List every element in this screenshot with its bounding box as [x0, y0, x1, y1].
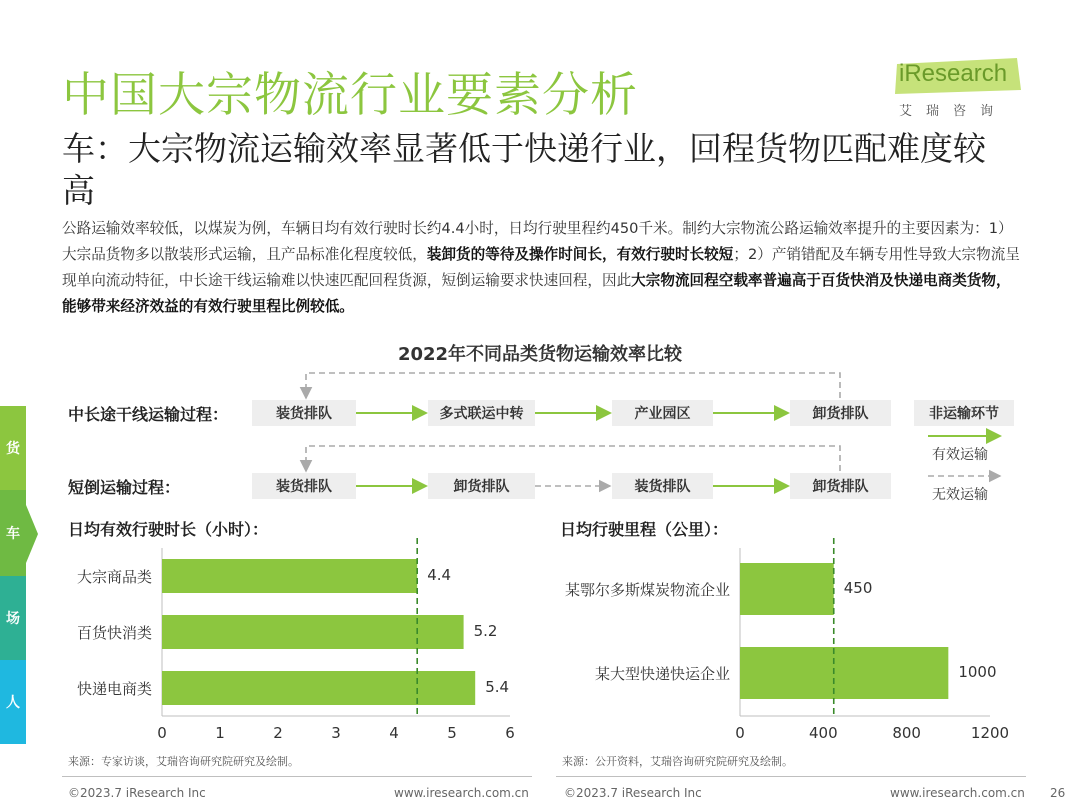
chart2-bar-0 [740, 563, 834, 615]
chart1-x-tick-0: 0 [157, 724, 167, 742]
long-node-3: 产业园区 [612, 400, 713, 426]
chart2-value-label-0: 450 [843, 579, 873, 597]
chart2-value-label-1: 1000 [958, 663, 997, 681]
chart2-bar-1 [740, 647, 948, 699]
chart2-title: 日均行驶里程（公里）： [560, 520, 729, 539]
chart2-x-tick-1: 400 [809, 724, 838, 742]
short-node-4: 卸货排队 [790, 473, 891, 499]
desc-part-1: 公路运输效率较低，以煤炭为例，车辆日均有效行驶时长约4.4小时，日均行驶里程约450千米。制约大宗物流公路运输效率提升的主要因素为：1）大宗品货物多以散装形式运输，且产品标准化程度较低， [62, 220, 1013, 263]
short-haul-label: 短倒运输过程： [68, 478, 181, 497]
side-tab-goods[interactable]: 货 [0, 406, 26, 490]
page-title: 中国大宗物流行业要素分析 [62, 68, 638, 123]
footer-url-right[interactable]: www.iresearch.com.cn [890, 786, 1025, 800]
desc-part-2: ；2）产销错配及车辆专用性导致大宗物流呈现单向流动特征，中长途干线运输难以快速匹配回程货源，短倒运输要求快速回程，因此 [62, 246, 1020, 289]
side-tab-site[interactable]: 场 [0, 576, 26, 660]
chart1-x-tick-5: 5 [447, 724, 457, 742]
chart2-category-1: 某大型快递快运企业 [594, 665, 730, 683]
slide-subtitle: 车：大宗物流运输效率显著低于快递行业，回程货物匹配难度较高 [62, 129, 986, 210]
legend-non-transport: 非运输环节 [914, 400, 1014, 426]
chart1-category-0: 大宗商品类 [76, 568, 152, 586]
long-node-4: 卸货排队 [790, 400, 891, 426]
chart1-value-label-0: 4.4 [427, 566, 452, 584]
chart1-value-label-2: 5.4 [485, 678, 510, 696]
short-node-1: 装货排队 [252, 473, 356, 499]
chart2-x-tick-0: 0 [735, 724, 745, 742]
side-tab-people[interactable]: 人 [0, 660, 26, 744]
footer-url-left[interactable]: www.iresearch.com.cn [394, 786, 529, 800]
footer-divider-right [556, 776, 1026, 777]
footer-copyright-left: ©2023.7 iResearch Inc [68, 786, 206, 800]
chart1-category-2: 快递电商类 [76, 680, 152, 698]
chart1-x-tick-2: 2 [273, 724, 283, 742]
legend-effective-label: 有效运输 [932, 447, 988, 463]
long-haul-label: 中长途干线运输过程： [68, 405, 229, 424]
logo-text: iResearch [899, 60, 1008, 87]
legend-ineffective-label: 无效运输 [932, 487, 988, 503]
chart1-category-1: 百货快消类 [76, 624, 152, 642]
desc-bold-2: 大宗物流回程空载率普遍高于百货快消及快递电商类货物，能够带来经济效益的有效行驶里程比例较低。 [62, 272, 1011, 315]
chart1-x-tick-3: 3 [331, 724, 341, 742]
footer-divider-left [62, 776, 532, 777]
chart1-x-tick-6: 6 [505, 724, 515, 742]
short-node-3: 装货排队 [612, 473, 713, 499]
side-tab-vehicle[interactable]: 车 [0, 490, 26, 576]
chart1-source: 来源：专家访谈，艾瑞咨询研究院研究及绘制。 [68, 755, 299, 768]
page-number: 26 [1050, 786, 1066, 800]
chart2-x-tick-2: 800 [892, 724, 921, 742]
chart2-source: 来源：公开资料，艾瑞咨询研究院研究及绘制。 [562, 755, 793, 768]
logo-subtext: 艾瑞咨询 [899, 104, 1008, 119]
desc-bold-1: 装卸货的等待及操作时间长，有效行驶时长较短 [426, 246, 734, 263]
chart1-x-tick-1: 1 [215, 724, 225, 742]
flow-title: 2022年不同品类货物运输效率比较 [397, 344, 683, 365]
chart1-x-tick-4: 4 [389, 724, 399, 742]
long-node-1: 装货排队 [252, 400, 356, 426]
long-node-2: 多式联运中转 [428, 400, 535, 426]
chart2-category-0: 某鄂尔多斯煤炭物流企业 [564, 581, 730, 599]
short-node-2: 卸货排队 [428, 473, 535, 499]
chart1-title: 日均有效行驶时长（小时）： [68, 520, 269, 539]
footer-copyright-right: ©2023.7 iResearch Inc [564, 786, 702, 800]
chart1-value-label-1: 5.2 [473, 622, 498, 640]
chart2-x-tick-3: 1200 [970, 724, 1010, 742]
